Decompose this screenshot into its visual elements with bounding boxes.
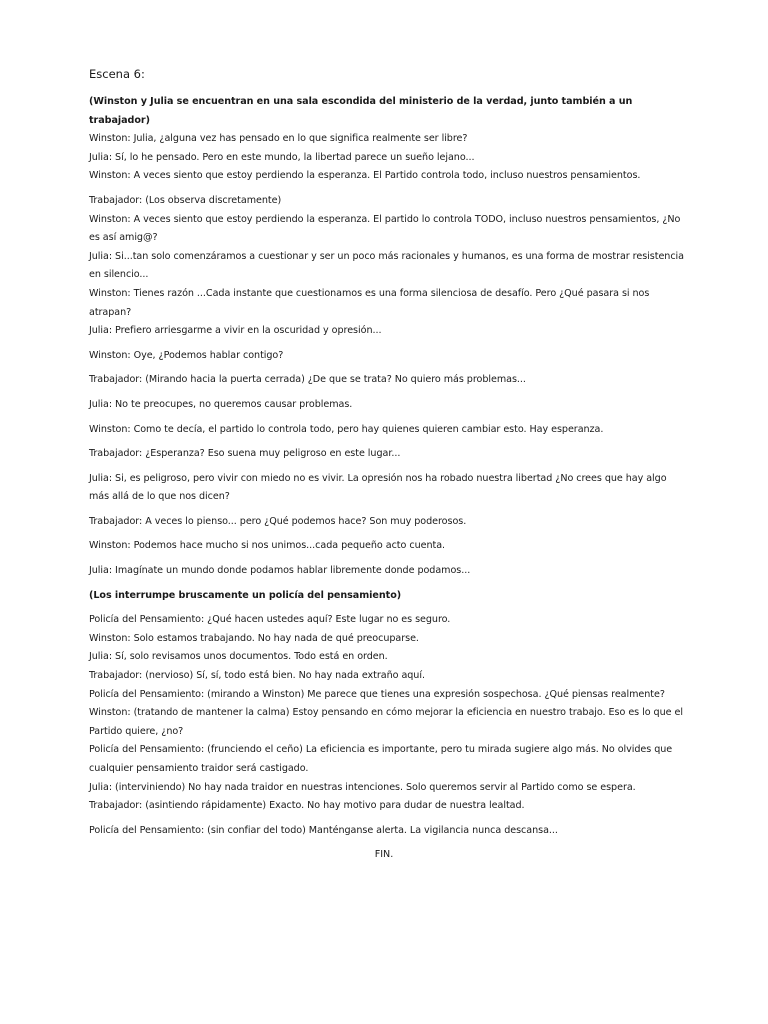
dialogue-line: Julia: (interviniendo) No hay nada traidor en nuestras intenciones. Solo queremos servir al Partido como se espera. (89, 781, 636, 793)
dialogue-line: Winston: A veces siento que estoy perdiendo la esperanza. El partido lo controla TODO, incluso nuestros pensamientos, ¿No es así amig@? (89, 213, 681, 244)
scene-title: Escena 6: (89, 67, 145, 81)
dialogue-line: Julia: Imagínate un mundo donde podamos hablar libremente donde podamos... (89, 565, 471, 577)
dialogue-line: Trabajador: (Los observa discretamente) (89, 194, 282, 206)
dialogue-line: Policía del Pensamiento: (mirando a Winston) Me parece que tienes una expresión sospechosa. ¿Qué piensas realmente? (89, 688, 665, 700)
dialogue-line: Winston: Solo estamos trabajando. No hay nada de qué preocuparse. (89, 632, 419, 644)
dialogue-line: Winston: Tienes razón ...Cada instante que cuestionamos es una forma silenciosa de desafío. Pero ¿Qué pasara si nos atrapan? (89, 287, 650, 318)
stage-direction: (Winston y Julia se encuentran en una sala escondida del ministerio de la verdad, junto también a un trabajador) (89, 96, 633, 126)
dialogue-line: Trabajador: A veces lo pienso... pero ¿Qué podemos hace? Son muy poderosos. (89, 515, 467, 527)
dialogue-line: Trabajador: (asintiendo rápidamente) Exacto. No hay motivo para dudar de nuestra lealtad. (89, 800, 525, 812)
dialogue-line: Julia: Si, es peligroso, pero vivir con miedo no es vivir. La opresión nos ha robado nuestra libertad ¿No crees que hay algo más allá de lo que nos dicen? (89, 472, 667, 503)
dialogue-line: Julia: No te preocupes, no queremos causar problemas. (89, 398, 353, 410)
dialogue-line: Winston: Como te decía, el partido lo controla todo, pero hay quienes quieren cambiar esto. Hay esperanza. (89, 423, 604, 435)
dialogue-line: Julia: Sí, lo he pensado. Pero en este mundo, la libertad parece un sueño lejano... (89, 151, 475, 163)
dialogue-line: Winston: (tratando de mantener la calma) Estoy pensando en cómo mejorar la eficiencia en nuestro trabajo. Eso es lo que el Partido quiere, ¿no? (89, 707, 683, 737)
dialogue-line: Policía del Pensamiento: (sin confiar del todo) Manténganse alerta. La vigilancia nunca descansa... (89, 824, 558, 836)
dialogue-line: Winston: Julia, ¿alguna vez has pensado en lo que significa realmente ser libre? (89, 133, 468, 145)
dialogue-line: Trabajador: ¿Esperanza? Eso suena muy peligroso en este lugar... (89, 448, 401, 460)
script-page (89, 66, 689, 864)
dialogue-line: Trabajador: (nervioso) Sí, sí, todo está bien. No hay nada extraño aquí. (89, 670, 425, 682)
stage-direction: (Los interrumpe bruscamente un policía del pensamiento) (89, 589, 402, 601)
dialogue-line: Winston: A veces siento que estoy perdiendo la esperanza. El Partido controla todo, incluso nuestros pensamientos. (89, 170, 641, 182)
dialogue-line: Julia: Si...tan solo comenzáramos a cuestionar y ser un poco más racionales y humanos, es una forma de mostrar resistencia en silencio... (89, 250, 684, 281)
dialogue-line: Winston: Oye, ¿Podemos hablar contigo? (89, 349, 284, 361)
dialogue-line: Julia: Sí, solo revisamos unos documentos. Todo está en orden. (89, 651, 388, 663)
dialogue-line: Julia: Prefiero arriesgarme a vivir en la oscuridad y opresión... (89, 325, 382, 337)
dialogue-line: Policía del Pensamiento: (frunciendo el ceño) La eficiencia es importante, pero tu mirada sugiere algo más. No olvides que cualquier pensamiento traidor será castigado. (89, 744, 673, 774)
end-marker: FIN. (374, 849, 394, 861)
dialogue-line: Policía del Pensamiento: ¿Qué hacen ustedes aquí? Este lugar no es seguro. (89, 614, 451, 626)
dialogue-line: Winston: Podemos hace mucho si nos unimos...cada pequeño acto cuenta. (89, 540, 446, 552)
dialogue-line: Trabajador: (Mirando hacia la puerta cerrada) ¿De que se trata? No quiero más problemas... (89, 374, 526, 386)
